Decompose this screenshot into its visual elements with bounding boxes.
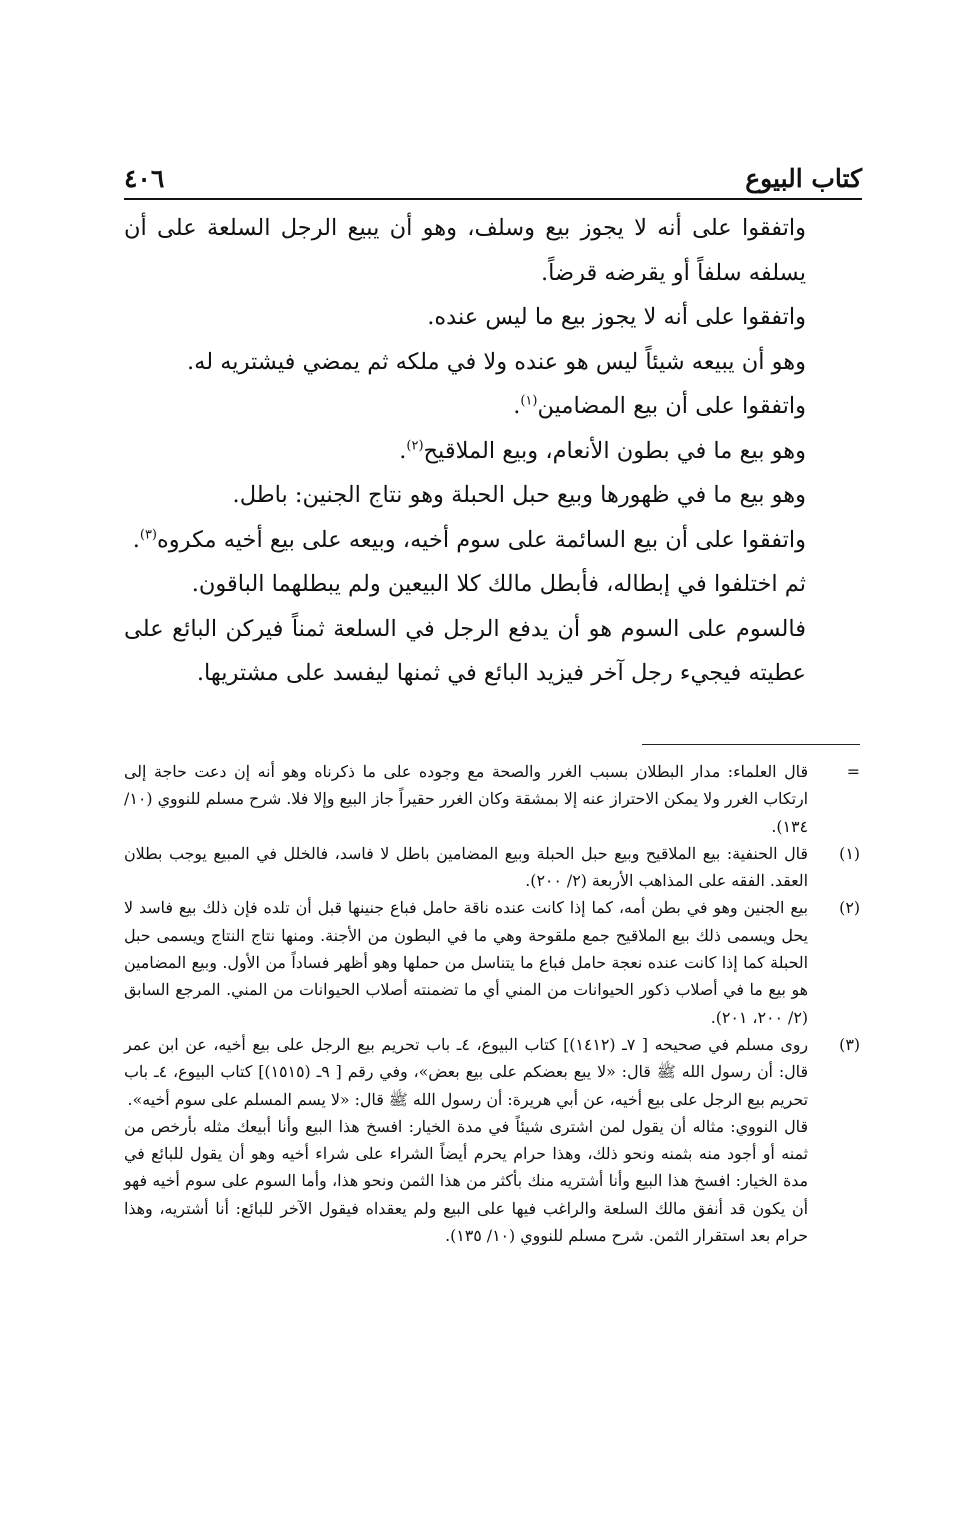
paragraph-7-end: . <box>132 526 140 553</box>
footnotes <box>124 758 862 1249</box>
paragraph-3: وهو أن يبيعه شيئاً ليس هو عنده ولا في ملكه ثم يمضي فيشتريه له. <box>187 348 806 375</box>
footnote-mark: (١) <box>839 843 860 863</box>
footnote-continued <box>124 758 862 840</box>
paragraph-4-end: . <box>513 393 521 419</box>
footnote-ref-2: (٢) <box>406 438 424 453</box>
paragraph-8: ثم اختلفوا في إبطاله، فأبطل مالك كلا البيعين ولم يبطلهما الباقون. <box>191 571 806 597</box>
paragraph-7 <box>124 518 862 563</box>
paragraph-1: واتفقوا على أنه لا يجوز بيع وسلف، وهو أن يبيع الرجل السلعة على أن يسلفه سلفاً أو يقرضه قرضاً. <box>124 215 806 286</box>
footnote-body <box>124 758 808 840</box>
chapter-title: كتاب البيوع <box>745 164 862 193</box>
paragraph-5-text: وهو بيع ما في بطون الأنعام، وبيع الملاقيح <box>423 437 806 464</box>
footnote-paragraph: قال العلماء: مدار البطلان بسبب الغرر والصحة مع وجوده على ما ذكرناه وهو أنه إن دعت حاجة إلى ارتكاب الغرر ولا يمكن الاحتراز عنه إلا بمشقة وكان الغرر حقيراً جاز البيع وإلا فلا. شرح مسلم للنووي (١٠/ ١٣٤). <box>124 762 808 836</box>
paragraph-5 <box>124 429 862 474</box>
paragraph-2: واتفقوا على أنه لا يجوز بيع ما ليس عنده. <box>427 304 806 330</box>
paragraph-4-text: واتفقوا على أن بيع المضامين <box>537 393 806 419</box>
footnote-3 <box>124 1031 862 1249</box>
footnote-body <box>124 894 808 1030</box>
footnote-2 <box>124 894 862 1030</box>
page-number: ٤٠٦ <box>124 164 165 193</box>
footnote-body <box>124 840 808 895</box>
paragraph-6: وهو بيع ما في ظهورها وبيع حبل الحبلة وهو نتاج الجنين: باطل. <box>232 482 806 508</box>
footnote-paragraph: بيع الجنين وهو في بطن أمه، كما إذا كانت عنده ناقة حامل فباع جنينها قبل أن تلده فإن ذلك بيع فاسد لا يحل ويسمى ذلك بيع الملاقيح جمع ملقوحة وهي ما في البطون من الأجنة. ومنها نتاج النتاج ويسمى حبل الحبلة كما إذا كانت عنده نعجة حامل فباع ما يتناسل من حملها وهو أظهر فساداً من الأول. وبيع المضامين هو بيع ما في أصلاب ذكور الحيوانات من المني أي ما تضمنته أصلاب الحيوانات من المني. المرجع السابق (٢/ ٢٠٠، ٢٠١). <box>124 898 808 1027</box>
paragraph-7-text: واتفقوا على أن بيع السائمة على سوم أخيه، وبيعه على بيع أخيه مكروه <box>157 526 806 553</box>
footnote-paragraph: قال النووي: مثاله أن يقول لمن اشترى شيئاً في مدة الخيار: افسخ هذا البيع وأنا أبيعك مثله بأرخص من ثمنه أو أجود منه بثمنه ونحو ذلك، وهذا حرام يحرم أيضاً الشراء على شراء أخيه وهو أن يقول للبائع في مدة الخيار: افسخ هذا البيع وأنا أشتريه منك بأكثر من هذا الثمن ونحو هذا، وأما السوم على سوم أخيه فهو أن يكون قد أنفق مالك السلعة والراغب فيها على البيع ولم يعقداه فيقول الآخر للبائع: أنا أشتريه، وهذا حرام بعد استقرار الثمن. شرح مسلم للنووي (١٠/ ١٣٥). <box>124 1116 808 1246</box>
footnote-body <box>124 1031 808 1249</box>
footnote-ref-1: (١) <box>520 393 538 409</box>
footnote-separator <box>642 744 860 745</box>
footnote-1 <box>124 840 862 895</box>
footnote-paragraph: روى مسلم في صحيحه [ ٧ـ (١٤١٢)] كتاب البيوع، ٤ـ باب تحريم بيع الرجل على بيع أخيه، عن ابن عمر قال: أن رسول الله ﷺ قال: «لا يبع بعضكم على بيع بعض»، وفي رقم [ ٩ـ (١٥١٥)] كتاب البيوع، ٤ـ باب تحريم بيع الرجل على بيع أخيه، عن أبي هريرة: أن رسول الله ﷺ قال: «لا يسم المسلم على سوم أخيه». <box>124 1034 809 1109</box>
footnote-mark: (٣) <box>839 1034 860 1054</box>
running-header <box>124 162 862 200</box>
footnote-mark: = <box>846 762 860 781</box>
footnote-paragraph: قال الحنفية: بيع الملاقيح وبيع حبل الحبلة وبيع المضامين باطل لا فاسد، فالخلل في المبيع يوجب بطلان العقد. الفقه على المذاهب الأربعة (٢/ ٢٠٠). <box>124 843 808 891</box>
main-text <box>124 206 862 696</box>
paragraph-5-end: . <box>399 437 407 464</box>
footnote-mark: (٢) <box>839 898 860 918</box>
paragraph-9: فالسوم على السوم هو أن يدفع الرجل في السلعة ثمناً فيركن البائع على عطيته فيجيء رجل آخر فيزيد البائع في ثمنها ليفسد على مشتريها. <box>124 615 806 686</box>
paragraph-4 <box>124 384 862 429</box>
footnote-ref-3: (٣) <box>139 527 157 542</box>
